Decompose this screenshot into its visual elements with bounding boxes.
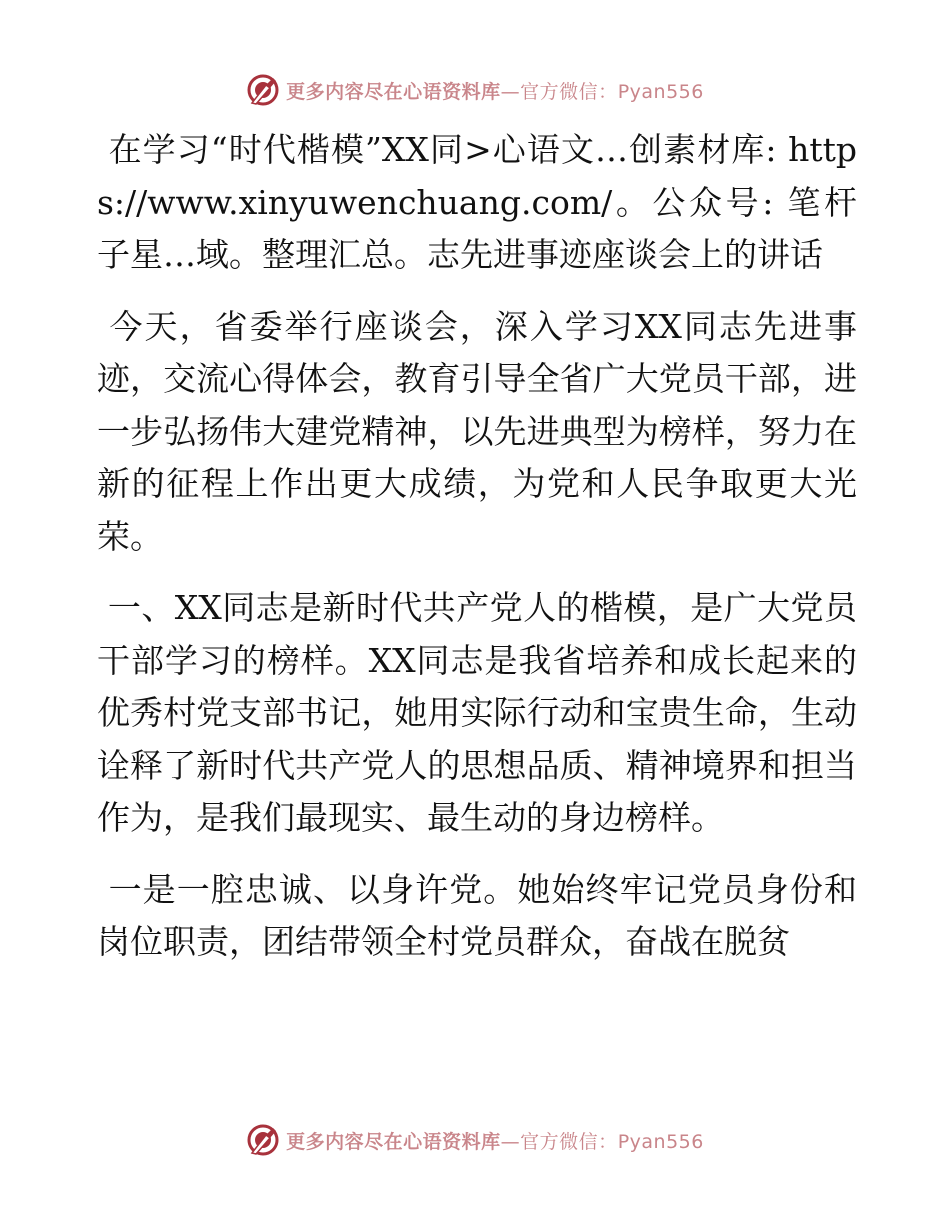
- header-watermark: [0, 70, 950, 110]
- document-body: [97, 124, 857, 988]
- watermark-main-text: 更多内容尽在心语资料库: [286, 1130, 501, 1153]
- watermark-text: [286, 1127, 704, 1154]
- paragraph-intro: 今天，省委举行座谈会，深入学习XX同志先进事迹，交流心得体会，教育引导全省广大党员干部，进一步弘扬伟大建党精神，以先进典型为榜样，努力在新的征程上作出更大成绩，为党和人民争取更大光荣。: [97, 306, 857, 556]
- watermark-account-id: Pyan556: [617, 80, 704, 103]
- watermark-separator: —: [500, 1130, 521, 1153]
- watermark-sub-text: 官方微信：: [520, 80, 618, 103]
- watermark-account-id: Pyan556: [617, 1130, 704, 1153]
- watermark-sub-text: 官方微信：: [520, 1130, 618, 1153]
- footer-watermark: [0, 1120, 950, 1160]
- watermark-text: [286, 77, 704, 104]
- paragraph-section-one: 一、XX同志是新时代共产党人的楷模，是广大党员干部学习的榜样。XX同志是我省培养和成长起来的优秀村党支部书记，她用实际行动和宝贵生命，生动诠释了新时代共产党人的思想品质、精神境界和担当作为，是我们最现实、最生动的身边榜样。: [97, 588, 857, 837]
- watermark-separator: —: [500, 80, 521, 103]
- pen-logo-icon: [246, 1123, 280, 1157]
- paragraph-point-one: 一是一腔忠诚、以身许党。她始终牢记党员身份和岗位职责，团结带领全村党员群众，奋战在脱贫: [97, 869, 857, 961]
- paragraph-title: 在学习“时代楷模”XX同>心语文…创素材库: https://www.xinyuwenchuang.com/。公众号: 笔杆子星…域。整理汇总。志先进事迹座谈会上的讲话: [97, 130, 857, 274]
- watermark-main-text: 更多内容尽在心语资料库: [286, 80, 501, 103]
- pen-logo-icon: [246, 73, 280, 107]
